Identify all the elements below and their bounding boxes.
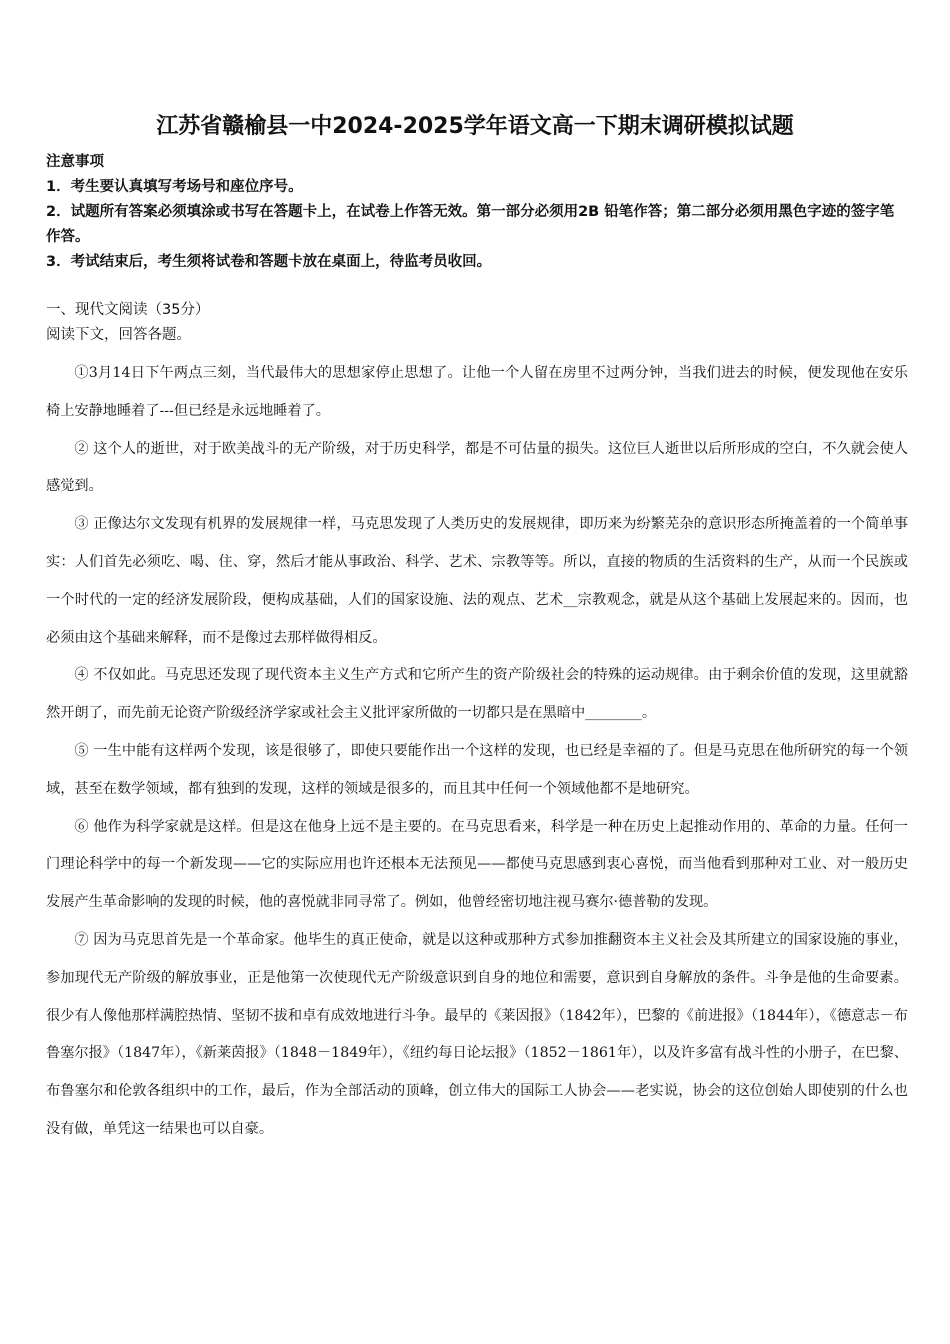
passage-paragraph: ⑤ 一生中能有这样两个发现，该是很够了，即使只要能作出一个这样的发现，也已经是幸福的了。但是马克思在他所研究的每一个领域，甚至在数学领域，都有独到的发现，这样的领域是很多的，而且其中任何一个领域他都不是地研究。	[46, 742, 908, 797]
section-instruction: 阅读下文，回答各题。	[46, 327, 191, 343]
notice-block	[46, 150, 908, 275]
notice-item: 2．试题所有答案必须填涂或书写在答题卡上，在试卷上作答无效。第一部分必须用2B 铅笔作答；第二部分必须用黑色字迹的签字笔作答。	[46, 204, 895, 245]
passage-paragraph: ③ 正像达尔文发现有机界的发展规律一样，马克思发现了人类历史的发展规律，即历来为纷繁芜杂的意识形态所掩盖着的一个简单事实：人们首先必须吃、喝、住、穿，然后才能从事政治、科学、艺术、宗教等等。所以，直接的物质的生活资料的生产，从而一个民族或一个时代的一定的经济发展阶段，便构成基础，人们的国家设施、法的观点、艺术__宗教观念，就是从这个基础上发展起来的。因而，也必须由这个基础来解释，而不是像过去那样做得相反。	[46, 516, 908, 646]
passage-paragraph: ⑥ 他作为科学家就是这样。但是这在他身上远不是主要的。在马克思看来，科学是一种在历史上起推动作用的、革命的力量。任何一门理论科学中的每一个新发现——它的实际应用也许还根本无法预见——都使马克思感到衷心喜悦，而当他看到那种对工业、对一般历史发展产生革命影响的发现的时候，他的喜悦就非同寻常了。例如，他曾经密切地注视马赛尔·德普勒的发现。	[46, 818, 908, 911]
section-heading: 一、现代文阅读（35分）	[46, 302, 210, 318]
passage-paragraph: ①3月14日下午两点三刻，当代最伟大的思想家停止思想了。让他一个人留在房里不过两分钟，当我们进去的时候，便发现他在安乐椅上安静地睡着了---但已经是永远地睡着了。	[46, 365, 908, 419]
passage-paragraph: ④ 不仅如此。马克思还发现了现代资本主义生产方式和它所产生的资产阶级社会的特殊的运动规律。由于剩余价值的发现，这里就豁然开朗了，而先前无论资产阶级经济学家或社会主义批评家所做的一切都只是在黑暗中________。	[46, 667, 908, 722]
page-title: 江苏省赣榆县一中2024-2025学年语文高一下期末调研模拟试题	[156, 114, 794, 139]
passage-paragraph: ⑦ 因为马克思首先是一个革命家。他毕生的真正使命，就是以这种或那种方式参加推翻资本主义社会及其所建立的国家设施的事业，参加现代无产阶级的解放事业，正是他第一次使现代无产阶级意识到自身的地位和需要，意识到自身解放的条件。斗争是他的生命要素。很少有人像他那样满腔热情、坚韧不拔和卓有成效地进行斗争。最早的《莱因报》（1842年），巴黎的《前进报》（1844年），《德意志－布鲁塞尔报》（1847年），《新莱茵报》（1848－1849年），《纽约每日论坛报》（1852－1861年），以及许多富有战斗性的小册子，在巴黎、布鲁塞尔和伦敦各组织中的工作，最后，作为全部活动的顶峰，创立伟大的国际工人协会——老实说，协会的这位创始人即使别的什么也没有做，单凭这一结果也可以自豪。	[46, 931, 908, 1137]
reading-passage	[46, 355, 908, 1149]
notice-item: 1．考生要认真填写考场号和座位序号。	[46, 179, 303, 195]
passage-paragraph: ② 这个人的逝世，对于欧美战斗的无产阶级，对于历史科学，都是不可估量的损失。这位巨人逝世以后所形成的空白，不久就会使人感觉到。	[46, 440, 908, 495]
notice-heading: 注意事项	[46, 154, 104, 170]
notice-item: 3．考试结束后，考生须将试卷和答题卡放在桌面上，待监考员收回。	[46, 254, 492, 270]
section-header	[46, 298, 908, 348]
